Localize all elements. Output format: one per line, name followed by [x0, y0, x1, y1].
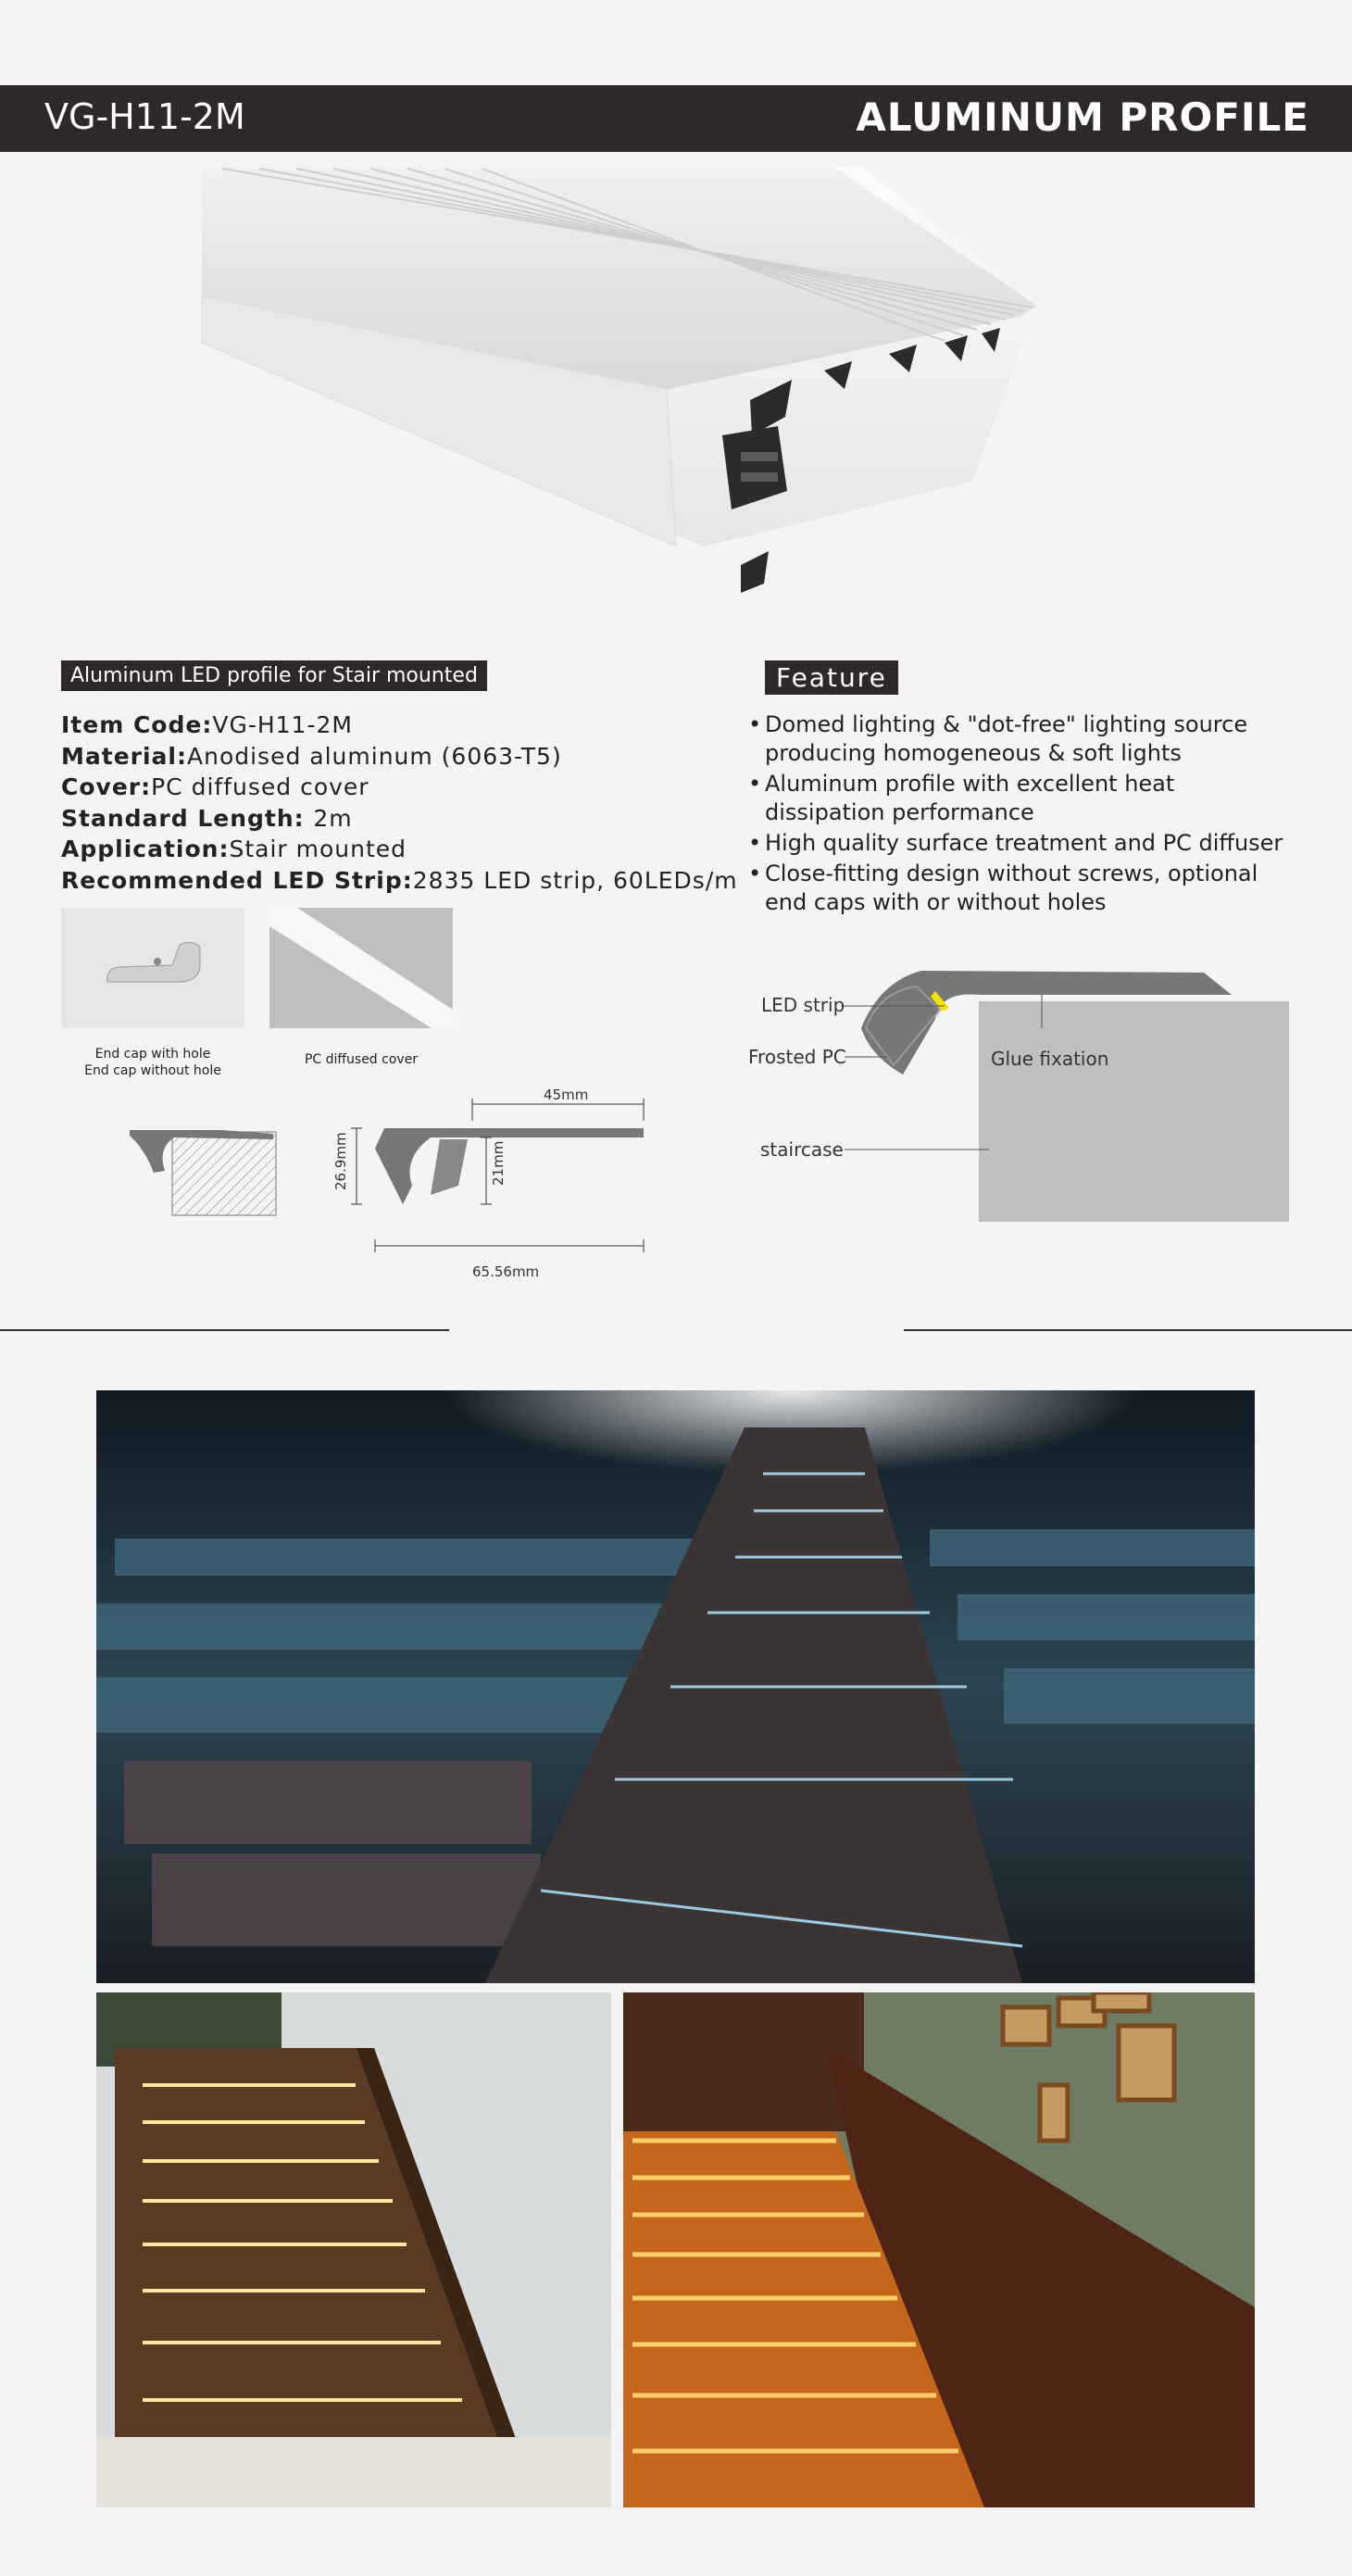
divider-right	[904, 1329, 1352, 1331]
dim-width-total: 65.56mm	[472, 1263, 540, 1280]
page-title: ALUMINUM PROFILE	[856, 94, 1309, 140]
staircase-block	[979, 1001, 1289, 1222]
pc-cover-image	[269, 908, 453, 1028]
orange-stairs-photo	[623, 1992, 1255, 2507]
feature-item: • High quality surface treatment and PC diffuser	[748, 829, 1295, 858]
cover-caption: PC diffused cover	[304, 1052, 419, 1067]
spec-heading: Aluminum LED profile for Stair mounted	[61, 660, 487, 691]
dim-inner-height: 21mm	[490, 1140, 507, 1186]
label-staircase: staircase	[760, 1138, 844, 1161]
end-cap-caption: End cap with hole End cap without hole	[84, 1047, 221, 1078]
dim-width-top: 45mm	[544, 1087, 589, 1103]
profile-product-render	[185, 157, 1056, 602]
feature-list	[748, 710, 1295, 919]
feature-item: • Close-fitting design without screws, optional end caps with or without holes	[748, 860, 1295, 917]
spec-application: Application:Stair mounted	[61, 836, 407, 862]
spec-led-strip: Recommended LED Strip:2835 LED strip, 60LEDs/m	[61, 866, 738, 894]
spec-length: Standard Length: 2m	[61, 804, 353, 832]
wooden-stairs-photo	[96, 1992, 611, 2507]
label-frosted-pc: Frosted PC	[748, 1046, 846, 1068]
spec-cover: Cover:PC diffused cover	[61, 773, 369, 800]
end-cap-image	[61, 908, 244, 1028]
divider-left	[0, 1329, 449, 1331]
spec-item-code: Item Code:VG-H11-2M	[61, 711, 353, 738]
spec-material: Material:Anodised aluminum (6063-T5)	[61, 742, 562, 770]
feature-item: • Aluminum profile with excellent heat dissipation performance	[748, 770, 1295, 827]
label-led-strip: LED strip	[761, 994, 845, 1016]
spec-list	[61, 710, 738, 896]
mounting-drawing	[120, 1112, 287, 1218]
cinema-stairs-photo	[96, 1390, 1255, 1983]
feature-heading: Feature	[765, 660, 898, 695]
dimension-drawing	[329, 1084, 662, 1288]
model-code: VG-H11-2M	[44, 96, 245, 137]
dim-height: 26.9mm	[332, 1132, 349, 1190]
feature-item: • Domed lighting & "dot-free" lighting source producing homogeneous & soft lights	[748, 710, 1295, 768]
label-glue-fixation: Glue fixation	[991, 1048, 1109, 1070]
